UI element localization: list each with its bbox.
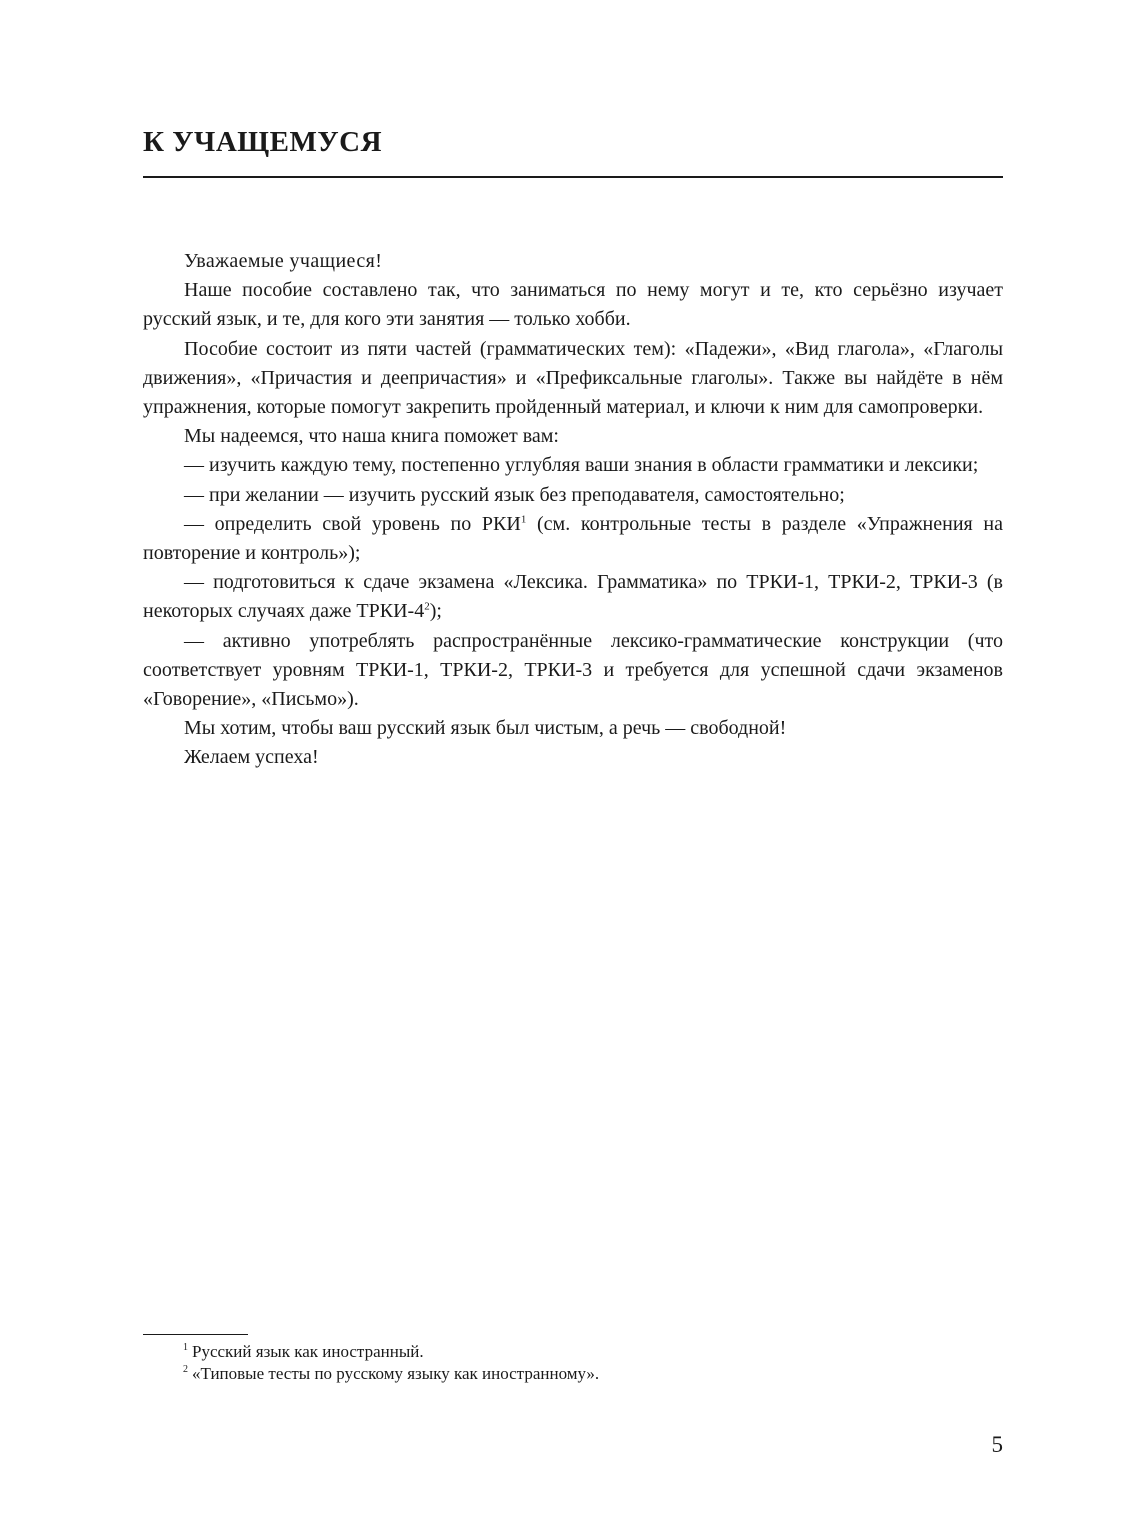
paragraph-structure: Пособие состоит из пяти частей (грамматических тем): «Падежи», «Вид глагола», «Глаголы движения», «Причастия и деепричастия» и «Префиксальные глаголы». Также вы найдёте в нём упражнения, которые помогут закрепить пройденный материал, и ключи к ним для самопроверки. [143, 337, 1003, 419]
goal-item-5: — активно употреблять распространённые лексико-грамматические конструкции (что соответствует уровням ТРКИ-1, ТРКИ-2, ТРКИ-3 и требуется для успешной сдачи экзаменов «Говорение», «Письмо»). [143, 629, 1003, 711]
goal-item-3 [143, 510, 1003, 568]
page-number: 5 [991, 1432, 1003, 1457]
footnote-rule [143, 1334, 248, 1335]
page-heading: К УЧАЩЕМУСЯ [143, 126, 383, 158]
paragraph-goals-intro: Мы надеемся, что наша книга поможет вам: [184, 425, 559, 448]
paragraph-salutation: Уважаемые учащиеся! [184, 250, 383, 272]
goal-item-4-text-b: ); [429, 600, 442, 623]
goal-item-2: — при желании — изучить русский язык без преподавателя, самостоятельно; [184, 483, 845, 506]
goal-item-3-text-b: (см. контрольные тесты в разделе «Упражнения на повторение и контроль»); [143, 512, 1004, 565]
footnote-1 [183, 1341, 1003, 1363]
paragraph-closing: Желаем успеха! [184, 746, 319, 769]
footnote-text-2: «Типовые тесты по русскому языку как иностранному». [192, 1364, 600, 1383]
goal-item-3-text-a: — определить свой уровень по РКИ [184, 512, 521, 535]
paragraph-wish: Мы хотим, чтобы ваш русский язык был чистым, а речь — свободной! [184, 717, 787, 740]
footnote-ref-2: 2 [424, 600, 430, 613]
footnote-ref-1: 1 [520, 513, 527, 526]
footnote-mark-1: 1 [183, 1342, 188, 1354]
goal-item-4-text-a: — подготовиться к сдаче экзамена «Лексика. Грамматика» по ТРКИ-1, ТРКИ-2, ТРКИ-3 (в некоторых случаях даже ТРКИ-4 [143, 571, 1003, 623]
goal-item-1: — изучить каждую тему, постепенно углубляя ваши знания в области грамматики и лексики; [184, 454, 979, 477]
footnotes [183, 1341, 1003, 1385]
footnote-text-1: Русский язык как иностранный. [192, 1342, 424, 1361]
heading-rule [143, 176, 1003, 178]
goal-item-4 [143, 568, 1003, 626]
footnote-2 [183, 1363, 1003, 1385]
body-text [143, 247, 1003, 773]
footnote-mark-2: 2 [183, 1364, 188, 1376]
paragraph-intro: Наше пособие составлено так, что заниматься по нему могут и те, кто серьёзно изучает русский язык, и те, для кого эти занятия — только хобби. [143, 279, 1003, 331]
